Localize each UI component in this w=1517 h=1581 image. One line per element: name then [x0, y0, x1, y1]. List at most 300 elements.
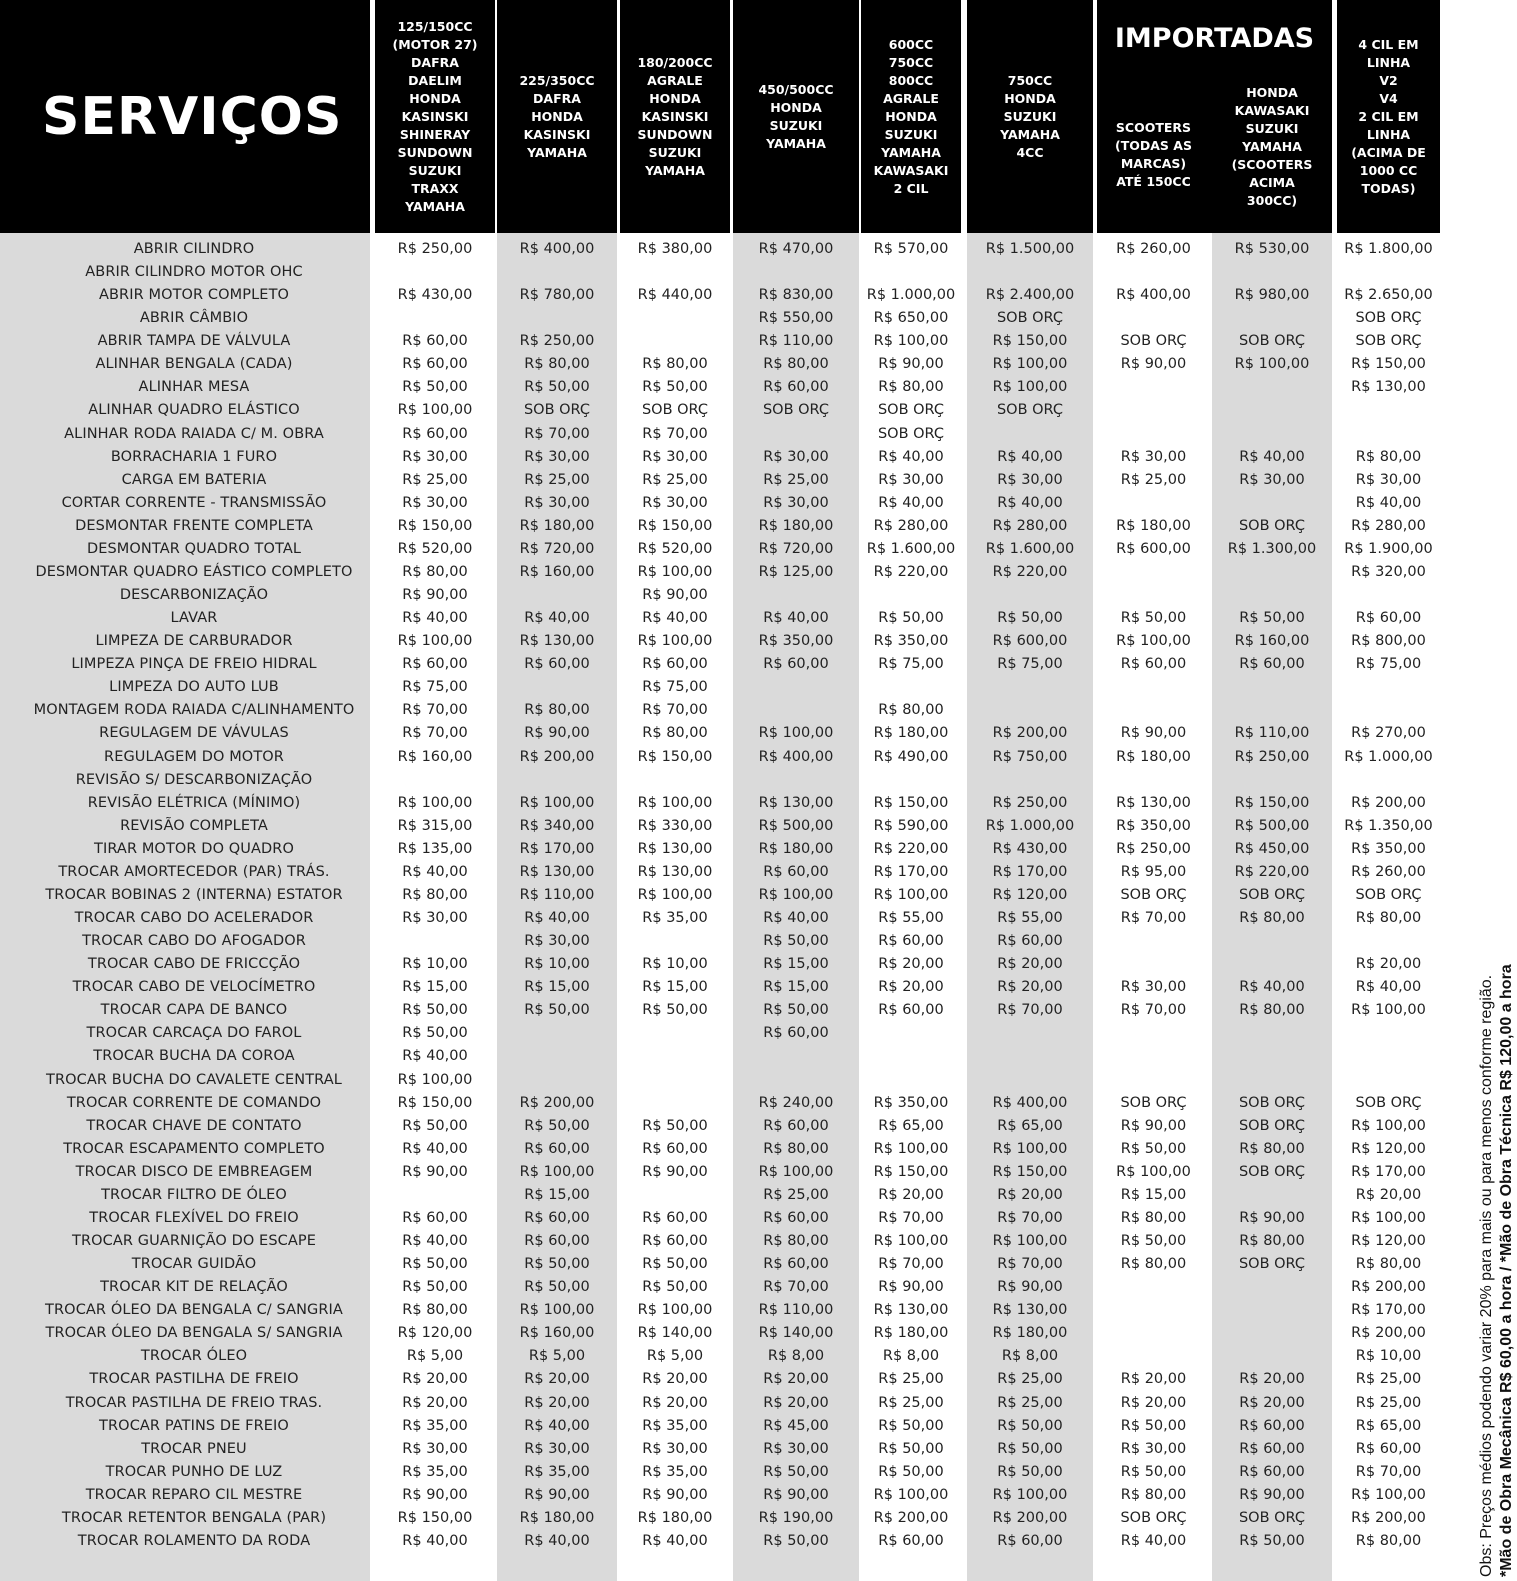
price-cell: [1337, 1022, 1440, 1045]
table-row: [0, 1368, 1450, 1391]
price-cell: R$ 110,00: [758, 1302, 834, 1319]
price-cell: SOB ORÇ: [762, 402, 830, 419]
price-cell: R$ 25,00: [1120, 471, 1187, 488]
price-cell: R$ 150,00: [873, 1163, 949, 1180]
service-name: BORRACHARIA 1 FURO: [110, 448, 278, 465]
price-cell: R$ 130,00: [992, 1302, 1068, 1319]
price-cell: R$ 220,00: [992, 563, 1068, 580]
price-cell: R$ 100,00: [397, 1071, 473, 1088]
price-cell: R$ 80,00: [878, 702, 944, 719]
price-cell: R$ 25,00: [402, 471, 468, 488]
price-cell: [375, 261, 495, 284]
table-row: [0, 1022, 1450, 1045]
price-cell: R$ 80,00: [763, 1140, 829, 1157]
table-row: [0, 307, 1450, 330]
price-cell: R$ 800,00: [1351, 633, 1426, 650]
service-name: TROCAR BUCHA DA COROA: [93, 1048, 295, 1065]
price-cell: R$ 1.900,00: [1344, 540, 1433, 557]
price-cell: R$ 80,00: [642, 356, 708, 373]
price-cell: R$ 40,00: [524, 910, 590, 927]
price-cell: [1212, 1069, 1332, 1092]
price-cell: R$ 60,00: [763, 1209, 829, 1226]
price-cell: R$ 100,00: [758, 1163, 834, 1180]
price-cell: R$ 30,00: [878, 471, 944, 488]
price-cell: R$ 120,00: [992, 886, 1068, 903]
price-cell: R$ 160,00: [519, 563, 595, 580]
column-header-4-cil: [1337, 0, 1440, 233]
price-cell: [497, 1022, 617, 1045]
price-cell: R$ 600,00: [1116, 540, 1191, 557]
price-cell: R$ 340,00: [519, 817, 595, 834]
price-cell: R$ 70,00: [1355, 1463, 1422, 1480]
price-cell: R$ 80,00: [524, 702, 590, 719]
price-cell: [861, 1045, 961, 1068]
price-cell: R$ 180,00: [992, 1325, 1068, 1342]
table-row: [0, 676, 1450, 699]
table-row: [0, 1276, 1450, 1299]
price-cell: R$ 100,00: [1116, 1163, 1191, 1180]
service-name: LIMPEZA DO AUTO LUB: [109, 679, 279, 696]
price-cell: [1097, 376, 1210, 399]
price-cell: R$ 150,00: [397, 517, 473, 534]
price-cell: R$ 400,00: [758, 748, 834, 765]
price-cell: R$ 110,00: [1234, 725, 1310, 742]
service-name: CORTAR CORRENTE - TRANSMISSÃO: [61, 494, 327, 511]
price-cell: R$ 50,00: [524, 379, 590, 396]
table-row: [0, 399, 1450, 422]
price-cell: R$ 90,00: [878, 356, 944, 373]
price-cell: R$ 430,00: [397, 287, 473, 304]
price-cell: R$ 20,00: [763, 1394, 829, 1411]
price-cell: R$ 200,00: [992, 1509, 1068, 1526]
price-cell: R$ 10,00: [402, 956, 468, 973]
price-cell: R$ 240,00: [758, 1094, 834, 1111]
price-cell: R$ 60,00: [1355, 610, 1422, 627]
table-row: [0, 423, 1450, 446]
price-cell: R$ 60,00: [763, 1117, 829, 1134]
price-cell: [1212, 1345, 1332, 1368]
price-cell: [1337, 584, 1440, 607]
price-cell: [861, 769, 961, 792]
price-cell: R$ 500,00: [1234, 817, 1310, 834]
price-cell: R$ 55,00: [997, 910, 1063, 927]
table-row: [0, 284, 1450, 307]
service-name: ABRIR CILINDRO: [133, 241, 255, 257]
page-title: SERVIÇOS: [0, 0, 370, 233]
table-row: [0, 1461, 1450, 1484]
price-cell: R$ 5,00: [528, 1348, 586, 1365]
table-row: [0, 1530, 1450, 1553]
service-name: ABRIR CÂMBIO: [139, 310, 249, 327]
price-cell: R$ 180,00: [519, 517, 595, 534]
price-cell: [861, 1069, 961, 1092]
price-cell: R$ 25,00: [997, 1394, 1063, 1411]
price-cell: R$ 20,00: [1355, 956, 1422, 973]
table-row: [0, 1299, 1450, 1322]
price-cell: R$ 20,00: [642, 1371, 708, 1388]
price-cell: R$ 140,00: [637, 1325, 713, 1342]
price-cell: R$ 30,00: [524, 1440, 590, 1457]
price-cell: R$ 20,00: [997, 1186, 1063, 1203]
price-cell: R$ 430,00: [992, 840, 1068, 857]
price-cell: R$ 720,00: [758, 540, 834, 557]
price-cell: R$ 590,00: [873, 817, 949, 834]
price-cell: R$ 550,00: [758, 310, 834, 327]
price-cell: R$ 60,00: [763, 656, 829, 673]
price-cell: R$ 980,00: [1234, 287, 1310, 304]
price-cell: R$ 170,00: [873, 863, 949, 880]
price-cell: SOB ORÇ: [1120, 886, 1187, 903]
price-cell: [733, 423, 859, 446]
column-header-importadas-acima-300cc: [1212, 60, 1332, 233]
price-cell: [1212, 376, 1332, 399]
price-cell: R$ 20,00: [763, 1371, 829, 1388]
table-row: [0, 607, 1450, 630]
table-row: [0, 1253, 1450, 1276]
price-cell: R$ 1.600,00: [985, 540, 1075, 557]
service-name: ABRIR MOTOR COMPLETO: [98, 287, 290, 304]
price-cell: [733, 769, 859, 792]
price-cell: SOB ORÇ: [996, 310, 1064, 327]
price-cell: [733, 676, 859, 699]
price-cell: SOB ORÇ: [1120, 333, 1187, 350]
price-cell: [1097, 699, 1210, 722]
price-cell: R$ 220,00: [873, 840, 949, 857]
price-cell: R$ 25,00: [1355, 1371, 1422, 1388]
price-cell: R$ 520,00: [637, 540, 713, 557]
price-cell: SOB ORÇ: [877, 425, 945, 442]
price-cell: R$ 100,00: [992, 356, 1068, 373]
price-cell: R$ 450,00: [1234, 840, 1310, 857]
table-row: [0, 653, 1450, 676]
price-cell: R$ 60,00: [642, 1140, 708, 1157]
price-cell: R$ 40,00: [402, 863, 468, 880]
price-cell: R$ 350,00: [873, 1094, 949, 1111]
price-cell: [1097, 930, 1210, 953]
price-cell: R$ 60,00: [524, 1140, 590, 1157]
price-cell: R$ 70,00: [763, 1279, 829, 1296]
price-cell: [1097, 561, 1210, 584]
price-cell: R$ 100,00: [637, 1302, 713, 1319]
price-cell: R$ 80,00: [402, 886, 468, 903]
price-cell: R$ 50,00: [402, 1117, 468, 1134]
price-cell: R$ 40,00: [1239, 979, 1305, 996]
price-cell: R$ 30,00: [402, 494, 468, 511]
price-cell: [1212, 584, 1332, 607]
price-cell: R$ 60,00: [402, 656, 468, 673]
price-cell: [1097, 261, 1210, 284]
price-cell: R$ 220,00: [873, 563, 949, 580]
price-cell: [497, 307, 617, 330]
price-cell: R$ 130,00: [1116, 794, 1191, 811]
price-cell: R$ 35,00: [402, 1417, 468, 1434]
price-cell: R$ 40,00: [402, 1233, 468, 1249]
price-cell: R$ 70,00: [997, 1209, 1063, 1226]
table-row: [0, 999, 1450, 1022]
price-cell: R$ 90,00: [402, 1486, 468, 1503]
price-cell: R$ 80,00: [763, 356, 829, 373]
price-cell: [620, 1022, 730, 1045]
price-cell: R$ 90,00: [878, 1279, 944, 1296]
service-name: REGULAGEM DO MOTOR: [104, 748, 284, 765]
price-cell: SOB ORÇ: [1238, 1094, 1306, 1111]
price-cell: R$ 80,00: [1239, 1002, 1305, 1019]
price-cell: R$ 50,00: [642, 1117, 708, 1134]
price-cell: R$ 20,00: [997, 979, 1063, 996]
service-name: DESMONTAR QUADRO TOTAL: [86, 540, 302, 557]
table-row: [0, 884, 1450, 907]
price-cell: R$ 750,00: [992, 748, 1068, 765]
price-cell: [620, 1045, 730, 1068]
footnote-suffix: a hora: [1498, 964, 1515, 1017]
price-cell: R$ 30,00: [1120, 1440, 1187, 1457]
price-cell: R$ 50,00: [524, 1279, 590, 1296]
price-cell: R$ 100,00: [637, 563, 713, 580]
price-cell: R$ 1.000,00: [985, 817, 1075, 834]
price-cell: R$ 30,00: [642, 494, 708, 511]
price-cell: R$ 75,00: [642, 679, 708, 696]
price-cell: R$ 720,00: [519, 540, 595, 557]
price-cell: R$ 30,00: [524, 494, 590, 511]
price-cell: R$ 80,00: [1355, 1256, 1422, 1273]
price-cell: R$ 650,00: [873, 310, 949, 327]
price-cell: R$ 60,00: [1355, 1440, 1422, 1457]
price-cell: R$ 320,00: [1351, 563, 1426, 580]
price-cell: R$ 100,00: [873, 1233, 949, 1249]
price-cell: R$ 100,00: [873, 333, 949, 350]
column-header-125-150cc: [375, 0, 495, 233]
price-cell: [1212, 423, 1332, 446]
price-cell: R$ 65,00: [878, 1117, 944, 1134]
price-cell: [1212, 769, 1332, 792]
service-name: MONTAGEM RODA RAIADA C/ALINHAMENTO: [33, 702, 355, 719]
price-cell: R$ 100,00: [1234, 356, 1310, 373]
column-header-600-800cc: [861, 0, 961, 233]
price-cell: R$ 75,00: [878, 656, 944, 673]
price-cell: R$ 1.600,00: [866, 540, 956, 557]
price-cell: R$ 5,00: [406, 1348, 464, 1365]
price-cell: [733, 1069, 859, 1092]
price-cell: R$ 35,00: [642, 1463, 708, 1480]
price-cell: R$ 90,00: [642, 587, 708, 604]
price-cell: R$ 100,00: [873, 1486, 949, 1503]
footnote-labor-rates: [1497, 797, 1517, 1577]
price-cell: R$ 150,00: [992, 1163, 1068, 1180]
service-name: TROCAR CABO DE VELOCÍMETRO: [72, 979, 316, 996]
price-cell: SOB ORÇ: [1238, 886, 1306, 903]
price-cell: R$ 60,00: [642, 656, 708, 673]
price-cell: R$ 120,00: [1351, 1233, 1426, 1249]
table-row: [0, 1484, 1450, 1507]
price-cell: R$ 530,00: [1234, 241, 1310, 257]
price-cell: R$ 150,00: [397, 1509, 473, 1526]
column-header-label: 750CC HONDA SUZUKI YAMAHA 4CC: [1000, 72, 1060, 160]
price-cell: R$ 70,00: [878, 1256, 944, 1273]
table-row: [0, 815, 1450, 838]
price-cell: [1212, 1022, 1332, 1045]
price-cell: R$ 250,00: [1234, 748, 1310, 765]
price-cell: R$ 100,00: [1351, 1486, 1426, 1503]
table-row: [0, 838, 1450, 861]
table-row: [0, 976, 1450, 999]
price-cell: R$ 220,00: [1234, 863, 1310, 880]
price-cell: [967, 261, 1093, 284]
price-cell: R$ 100,00: [758, 725, 834, 742]
price-cell: R$ 55,00: [878, 910, 944, 927]
price-cell: R$ 130,00: [637, 840, 713, 857]
price-cell: [1097, 584, 1210, 607]
price-cell: R$ 30,00: [763, 494, 829, 511]
price-cell: R$ 90,00: [524, 725, 590, 742]
price-cell: R$ 35,00: [642, 1417, 708, 1434]
price-cell: R$ 50,00: [997, 1440, 1063, 1457]
price-cell: R$ 25,00: [1355, 1394, 1422, 1411]
table-row: [0, 1392, 1450, 1415]
price-cell: R$ 65,00: [1355, 1417, 1422, 1434]
price-cell: R$ 25,00: [524, 471, 590, 488]
price-cell: [1097, 1022, 1210, 1045]
column-header-label: 4 CIL EM LINHA V2 V4 2 CIL EM LINHA (ACIMA DE 1000 CC TODAS): [1351, 36, 1426, 196]
price-cell: [861, 261, 961, 284]
price-cell: [1097, 307, 1210, 330]
service-name: ALINHAR QUADRO ELÁSTICO: [88, 402, 300, 419]
table-row: [0, 1138, 1450, 1161]
service-name: TROCAR REPARO CIL MESTRE: [85, 1486, 303, 1503]
price-cell: R$ 100,00: [873, 1140, 949, 1157]
importadas-title: IMPORTADAS: [1097, 0, 1332, 76]
price-cell: R$ 20,00: [878, 979, 944, 996]
price-cell: SOB ORÇ: [1238, 1117, 1306, 1134]
table-row: [0, 538, 1450, 561]
price-cell: R$ 250,00: [1116, 840, 1191, 857]
price-cell: R$ 130,00: [519, 863, 595, 880]
price-cell: R$ 160,00: [519, 1325, 595, 1342]
price-cell: R$ 70,00: [642, 702, 708, 719]
price-cell: R$ 570,00: [873, 241, 949, 257]
price-cell: R$ 170,00: [1351, 1302, 1426, 1319]
service-name: DESCARBONIZAÇÃO: [119, 587, 269, 604]
service-name: REVISÃO S/ DESCARBONIZAÇÃO: [75, 771, 313, 788]
price-cell: R$ 30,00: [642, 448, 708, 465]
price-cell: R$ 200,00: [519, 1094, 595, 1111]
price-cell: R$ 400,00: [519, 241, 595, 257]
price-cell: R$ 40,00: [642, 1532, 708, 1549]
price-cell: R$ 50,00: [878, 1463, 944, 1480]
price-cell: R$ 30,00: [402, 1440, 468, 1457]
price-cell: [733, 1045, 859, 1068]
price-cell: R$ 50,00: [524, 1002, 590, 1019]
price-cell: R$ 100,00: [397, 402, 473, 419]
price-cell: [497, 1045, 617, 1068]
price-cell: R$ 90,00: [1120, 1117, 1187, 1134]
service-name: REVISÃO COMPLETA: [120, 817, 268, 834]
price-cell: SOB ORÇ: [1238, 1509, 1306, 1526]
price-cell: R$ 100,00: [873, 886, 949, 903]
price-cell: SOB ORÇ: [1355, 1094, 1422, 1111]
price-cell: R$ 90,00: [997, 1279, 1063, 1296]
price-cell: R$ 50,00: [402, 1025, 468, 1042]
price-cell: [620, 330, 730, 353]
service-name: LIMPEZA DE CARBURADOR: [95, 633, 293, 650]
table-row: [0, 1184, 1450, 1207]
price-cell: R$ 40,00: [524, 1532, 590, 1549]
service-name: TROCAR DISCO DE EMBREAGEM: [75, 1163, 313, 1180]
price-cell: R$ 150,00: [637, 517, 713, 534]
price-cell: R$ 100,00: [519, 794, 595, 811]
table-row: [0, 746, 1450, 769]
price-cell: R$ 30,00: [1239, 471, 1305, 488]
price-cell: R$ 100,00: [637, 886, 713, 903]
price-cell: R$ 50,00: [642, 1002, 708, 1019]
price-cell: R$ 150,00: [873, 794, 949, 811]
price-cell: R$ 130,00: [519, 633, 595, 650]
price-cell: R$ 90,00: [1120, 356, 1187, 373]
table-row: [0, 1069, 1450, 1092]
price-cell: R$ 30,00: [763, 1440, 829, 1457]
price-cell: R$ 160,00: [397, 748, 473, 765]
footnote-obs: Obs: Preços médios podendo variar 20% para mais ou para menos conforme região.: [1478, 974, 1495, 1577]
price-cell: R$ 150,00: [1351, 356, 1426, 373]
price-cell: R$ 135,00: [397, 840, 473, 857]
price-cell: R$ 25,00: [763, 471, 829, 488]
price-cell: R$ 80,00: [1120, 1256, 1187, 1273]
service-name: TROCAR PASTILHA DE FREIO TRAS.: [65, 1394, 323, 1411]
column-header-label: 225/350CC DAFRA HONDA KASINSKI YAMAHA: [519, 72, 595, 160]
price-cell: R$ 280,00: [992, 517, 1068, 534]
price-cell: R$ 200,00: [1351, 794, 1426, 811]
price-cell: R$ 40,00: [763, 610, 829, 627]
table-row: [0, 1207, 1450, 1230]
price-cell: R$ 350,00: [1351, 840, 1426, 857]
price-cell: R$ 130,00: [873, 1302, 949, 1319]
price-cell: R$ 30,00: [524, 448, 590, 465]
price-cell: [620, 930, 730, 953]
price-cell: R$ 100,00: [992, 1233, 1068, 1249]
price-cell: R$ 45,00: [763, 1417, 829, 1434]
column-header-180-200cc: [620, 0, 730, 233]
price-cell: [733, 584, 859, 607]
price-cell: R$ 50,00: [1120, 1233, 1187, 1249]
price-cell: R$ 100,00: [758, 886, 834, 903]
price-cell: SOB ORÇ: [641, 402, 709, 419]
footnote-mecanica-rate: R$ 60,00: [1498, 1328, 1515, 1393]
price-cell: SOB ORÇ: [523, 402, 591, 419]
price-cell: R$ 90,00: [524, 1486, 590, 1503]
price-cell: [967, 1069, 1093, 1092]
price-cell: [375, 1184, 495, 1207]
price-cell: R$ 25,00: [878, 1371, 944, 1388]
price-cell: R$ 440,00: [637, 287, 713, 304]
price-cell: R$ 35,00: [524, 1463, 590, 1480]
price-cell: R$ 25,00: [642, 471, 708, 488]
price-cell: R$ 100,00: [1351, 1002, 1426, 1019]
price-cell: R$ 8,00: [1001, 1348, 1059, 1365]
price-cell: [967, 1045, 1093, 1068]
column-header-label: 180/200CC AGRALE HONDA KASINSKI SUNDOWN SUZUKI YAMAHA: [637, 54, 713, 178]
price-cell: [1097, 676, 1210, 699]
price-cell: [375, 930, 495, 953]
price-cell: R$ 170,00: [519, 840, 595, 857]
price-cell: R$ 30,00: [1120, 979, 1187, 996]
service-name: TROCAR ÓLEO DA BENGALA S/ SANGRIA: [45, 1325, 343, 1342]
service-name: TROCAR KIT DE RELAÇÃO: [100, 1279, 288, 1296]
price-cell: R$ 8,00: [882, 1348, 940, 1365]
table-row: [0, 930, 1450, 953]
price-cell: [497, 769, 617, 792]
price-cell: R$ 100,00: [519, 1302, 595, 1319]
price-cell: R$ 50,00: [997, 610, 1063, 627]
table-row: [0, 1345, 1450, 1368]
